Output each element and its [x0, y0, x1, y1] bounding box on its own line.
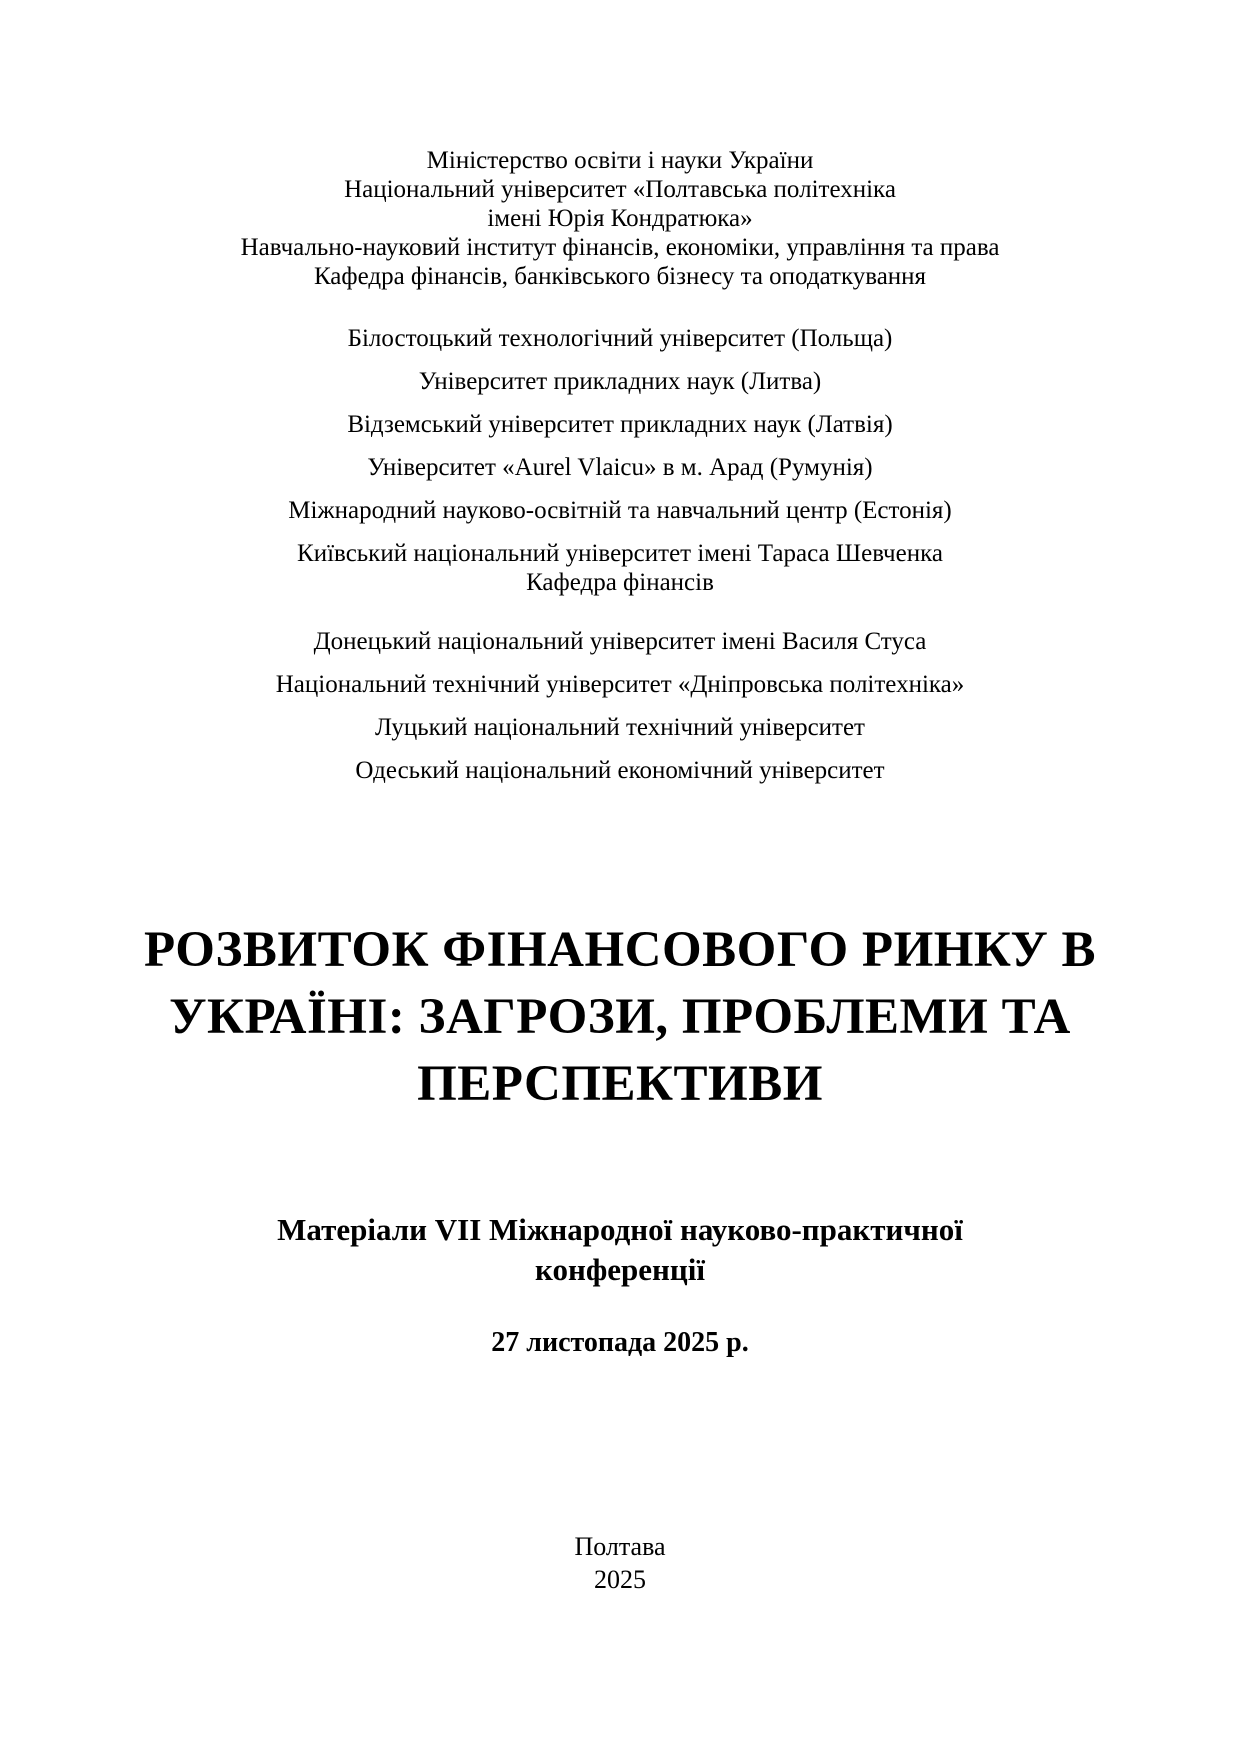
proceedings-subtitle-line: Матеріали VII Міжнародної науково-практичної	[277, 1212, 963, 1247]
imprint-year: 2025	[594, 1565, 646, 1594]
university-line-continued: імені Юрія Кондратюка»	[487, 205, 753, 232]
institution-department: Кафедра фінансів	[526, 569, 714, 596]
institution-entry	[0, 367, 1240, 396]
ministry-affiliation-block	[0, 0, 1240, 291]
institution-name: Донецький національний університет імені Василя Стуса	[313, 628, 927, 655]
institution-name: Відземський університет прикладних наук (Латвія)	[347, 411, 893, 438]
ministry-line: Міністерство освіти і науки України	[426, 147, 814, 174]
institution-entry	[0, 670, 1240, 699]
institution-name: Університет прикладних наук (Литва)	[418, 368, 822, 395]
imprint-block	[0, 1530, 1240, 1596]
conference-title-line: ПЕРСПЕКТИВИ	[417, 1056, 823, 1112]
institution-name: Київський національний університет імені Тараса Шевченка	[297, 540, 943, 567]
conference-title-line: УКРАЇНІ: ЗАГРОЗИ, ПРОБЛЕМИ ТА	[169, 989, 1071, 1045]
institution-entry	[0, 756, 1240, 785]
imprint-city: Полтава	[574, 1532, 666, 1561]
conference-title-line: РОЗВИТОК ФІНАНСОВОГО РИНКУ В	[143, 922, 1097, 978]
institution-entry	[0, 539, 1240, 597]
institution-name: Міжнародний науково-освітній та навчальний центр (Естонія)	[288, 497, 952, 524]
institution-name: Університет «Aurel Vlaicu» в м. Арад (Румунія)	[367, 454, 873, 481]
institution-name: Луцький національний технічний університет	[374, 714, 865, 741]
institution-entry	[0, 324, 1240, 353]
institution-entry	[0, 453, 1240, 482]
conference-title	[0, 917, 1240, 1118]
institution-entry	[0, 713, 1240, 742]
conference-date: 27 листопада 2025 р.	[491, 1327, 749, 1358]
institution-name: Білостоцький технологічний університет (Польща)	[347, 325, 893, 352]
partner-institutions-list	[0, 324, 1240, 785]
institute-line: Навчально-науковий інститут фінансів, економіки, управління та права	[240, 234, 1000, 261]
proceedings-subtitle-line: конференції	[535, 1252, 705, 1287]
institution-name: Одеський національний економічний університет	[355, 757, 885, 784]
institution-entry	[0, 627, 1240, 656]
university-line: Національний університет «Полтавська політехніка	[344, 176, 896, 203]
proceedings-subtitle	[0, 1210, 1240, 1290]
institution-entry	[0, 410, 1240, 439]
department-line: Кафедра фінансів, банківського бізнесу та оподаткування	[313, 263, 927, 290]
institution-name: Національний технічний університет «Дніпровська політехніка»	[275, 671, 965, 698]
institution-entry	[0, 496, 1240, 525]
